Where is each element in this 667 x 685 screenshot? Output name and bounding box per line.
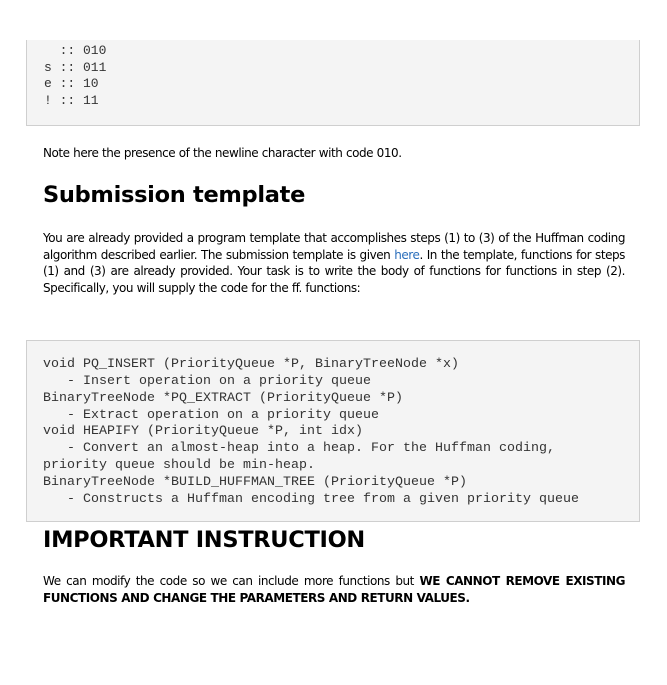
paragraph-text: . In the template, functions for steps (1) and (3) are already provided. Your task is to write the body of functions for functions in step (2). Specifically, you will supply the code for the ff. functions: [43,247,625,296]
code-line: :: 010 [44,43,107,58]
note-paragraph: Note here the presence of the newline character with code 010. [43,146,402,160]
code-line: ! :: 11 [44,93,99,109]
paragraph-text: You are already provided a program template that accomplishes steps (1) to (3) of the Huffman coding algorithm described earlier. The submission template is given [43,231,625,262]
code-line: - Convert an almost-heap into a heap. For the Huffman coding, [43,440,555,456]
code-line: priority queue should be min-heap. [43,457,315,473]
submission-template-paragraph [43,230,625,297]
code-line: BinaryTreeNode *BUILD_HUFFMAN_TREE (PriorityQueue *P) [43,473,467,489]
template-link[interactable]: here [394,247,420,262]
code-line: - Constructs a Huffman encoding tree from a given priority queue [43,490,579,506]
code-line: s :: 011 [44,59,107,75]
code-line: e :: 10 [44,76,99,92]
instruction-emphasis: WE CANNOT REMOVE EXISTING FUNCTIONS AND CHANGE THE PARAMETERS AND RETURN VALUES. [43,574,625,605]
code-line: BinaryTreeNode *PQ_EXTRACT (PriorityQueue *P) [43,389,403,405]
code-line: void HEAPIFY (PriorityQueue *P, int idx) [43,423,363,439]
code-block-encoding-table [26,40,640,126]
submission-template-heading: Submission template [43,182,306,208]
code-block-functions [26,340,640,522]
code-line: void PQ_INSERT (PriorityQueue *P, BinaryTreeNode *x) [43,356,459,371]
code-line: - Insert operation on a priority queue [43,372,371,388]
instruction-paragraph [43,573,625,606]
code-line: - Extract operation on a priority queue [43,406,379,422]
important-instruction-heading: IMPORTANT INSTRUCTION [43,527,365,553]
paragraph-text: We can modify the code so we can include more functions but [43,574,420,588]
